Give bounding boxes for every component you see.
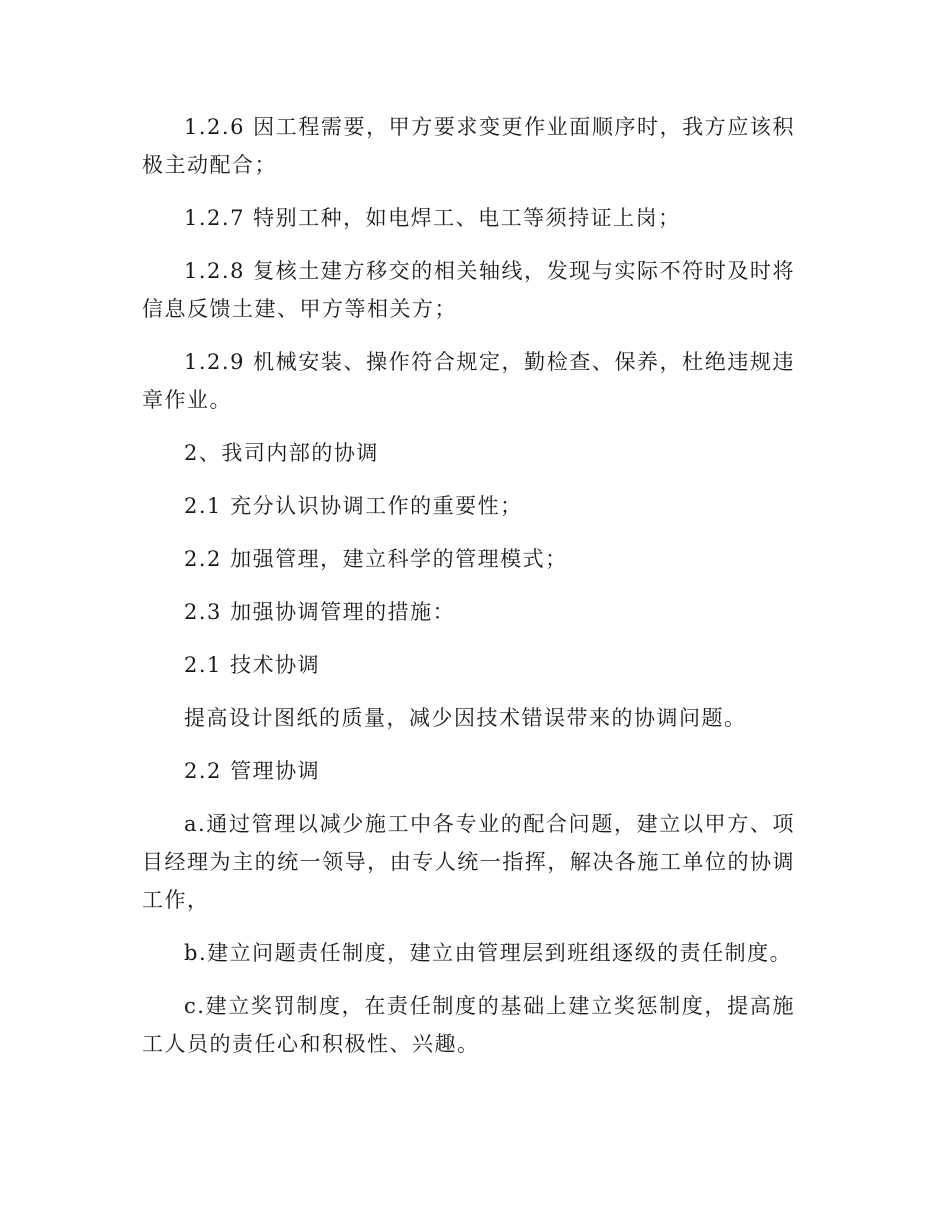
paragraph-item-b: b.建立问题责任制度，建立由管理层到班组逐级的责任制度。 — [184, 941, 793, 965]
paragraph-technical: 提高设计图纸的质量，减少因技术错误带来的协调问题。 — [184, 706, 747, 730]
paragraph-1-2-9: 1.2.9 机械安装、操作符合规定，勤检查、保养，杜绝违规违章作业。 — [142, 350, 795, 412]
paragraph-2-3: 2.3 加强协调管理的措施： — [184, 600, 456, 624]
subheading-technical-coordination: 2.1 技术协调 — [184, 653, 321, 677]
section-heading-2: 2、我司内部的协调 — [184, 441, 379, 465]
paragraph-1-2-7: 1.2.7 特别工种，如电焊工、电工等须持证上岗； — [184, 206, 681, 230]
paragraph-2-2: 2.2 加强管理，建立科学的管理模式； — [184, 547, 568, 571]
paragraph-2-1: 2.1 充分认识协调工作的重要性； — [184, 494, 523, 518]
paragraph-1-2-6: 1.2.6 因工程需要，甲方要求变更作业面顺序时，我方应该积极主动配合； — [142, 115, 795, 177]
paragraph-item-c: c.建立奖罚制度，在责任制度的基础上建立奖惩制度，提高施工人员的责任心和积极性、兴趣。 — [142, 994, 795, 1056]
paragraph-1-2-8: 1.2.8 复核土建方移交的相关轴线，发现与实际不符时及时将信息反馈土建、甲方等相关方； — [142, 259, 795, 321]
paragraph-item-a: a.通过管理以减少施工中各专业的配合问题，建立以甲方、项目经理为主的统一领导，由专人统一指挥，解决各施工单位的协调工作， — [142, 812, 795, 912]
subheading-management-coordination: 2.2 管理协调 — [184, 759, 321, 783]
